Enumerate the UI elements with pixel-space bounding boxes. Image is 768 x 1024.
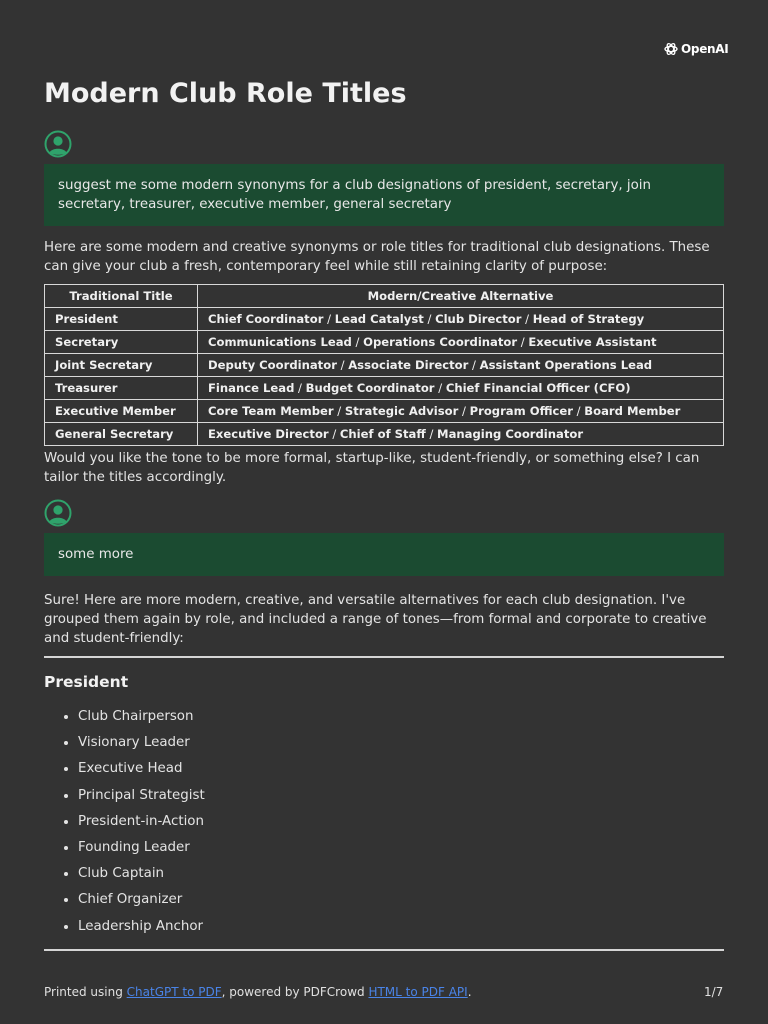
list-item: • Principal Strategist <box>78 786 205 812</box>
alternative-title: Chief Coordinator <box>208 312 324 326</box>
chatgpt-to-pdf-link[interactable]: ChatGPT to PDF <box>126 985 222 999</box>
modern-alternatives-cell <box>198 354 724 377</box>
traditional-title-cell: President <box>45 308 198 331</box>
assistant-intro-1: Here are some modern and creative synonyms or role titles for traditional club designations. These can give your club a fresh, contemporary feel while still retaining clarity of purpose: <box>44 240 710 274</box>
alternative-separator: / <box>333 404 345 418</box>
alternative-title: Core Team Member <box>208 404 334 418</box>
modern-alternatives-cell <box>198 331 724 354</box>
alternative-separator: / <box>425 427 438 441</box>
table-header-row <box>45 285 724 308</box>
alternative-title: Associate Director <box>348 358 469 372</box>
alternative-title: Budget Coordinator <box>305 381 435 395</box>
table-header-modern: Modern/Creative Alternative <box>198 285 724 308</box>
alternative-separator: / <box>323 312 335 326</box>
alternative-separator: / <box>468 358 480 372</box>
user-avatar-icon <box>44 499 72 527</box>
traditional-title-cell: General Secretary <box>45 423 198 446</box>
page-number: 1/7 <box>704 985 724 999</box>
table-header-traditional: Traditional Title <box>45 285 198 308</box>
alternative-separator: / <box>328 427 340 441</box>
table-row <box>45 331 724 354</box>
openai-logo <box>663 41 728 57</box>
alternative-separator: / <box>423 312 436 326</box>
role-titles-table <box>44 284 724 446</box>
alternative-separator: / <box>336 358 349 372</box>
table-row <box>45 423 724 446</box>
modern-alternatives-cell <box>198 308 724 331</box>
alternative-title: Assistant Operations Lead <box>479 358 653 372</box>
alternative-title: Head of Strategy <box>532 312 645 326</box>
alternative-title: Managing Coordinator <box>437 427 584 441</box>
alternative-title: Lead Catalyst <box>334 312 424 326</box>
traditional-title-cell: Secretary <box>45 331 198 354</box>
list-item: • Visionary Leader <box>78 733 205 759</box>
openai-logo-icon <box>663 41 679 57</box>
assistant-outro-1: Would you like the tone to be more formal, startup-like, student-friendly, or something else? I can tailor the titles accordingly. <box>44 451 700 485</box>
alternative-title: Club Director <box>435 312 522 326</box>
table-body <box>45 308 724 446</box>
list-item: • Executive Head <box>78 759 205 785</box>
list-item: • President-in-Action <box>78 812 205 838</box>
modern-alternatives-cell <box>198 377 724 400</box>
alternative-title: Operations Coordinator <box>363 335 518 349</box>
table-row <box>45 354 724 377</box>
assistant-intro-2: Sure! Here are more modern, creative, and versatile alternatives for each club designation. I've grouped them again by role, and included a range of tones—from formal and corporate to creative and student-friendly: <box>44 593 707 646</box>
traditional-title-cell: Joint Secretary <box>45 354 198 377</box>
alternative-title: Board Member <box>584 404 681 418</box>
alternative-title: Strategic Advisor <box>344 404 459 418</box>
alternative-separator: / <box>517 335 529 349</box>
alternative-separator: / <box>434 381 446 395</box>
president-alternatives-list <box>44 707 205 943</box>
table-row <box>45 400 724 423</box>
user-message-2: some more <box>44 533 724 576</box>
alternative-separator: / <box>294 381 306 395</box>
footer-credit <box>44 985 472 999</box>
modern-alternatives-cell <box>198 423 724 446</box>
list-item: • Club Captain <box>78 864 205 890</box>
user-message-1: suggest me some modern synonyms for a club designations of president, secretary, join secretary, treasurer, executive member, general secretary <box>44 164 724 226</box>
table-row <box>45 377 724 400</box>
alternative-title: Executive Director <box>208 427 329 441</box>
list-item: • Chief Organizer <box>78 890 205 916</box>
alternative-separator: / <box>351 335 364 349</box>
footer-printed-using: Printed using <box>44 985 127 999</box>
footer-period: . <box>467 985 472 999</box>
traditional-title-cell: Executive Member <box>45 400 198 423</box>
alternative-title: Communications Lead <box>208 335 352 349</box>
divider <box>44 656 724 658</box>
list-item: • Founding Leader <box>78 838 205 864</box>
page-title: Modern Club Role Titles <box>44 78 407 109</box>
alternative-title: Chief of Staff <box>339 427 426 441</box>
alternative-title: Deputy Coordinator <box>208 358 337 372</box>
table-row <box>45 308 724 331</box>
alternative-separator: / <box>458 404 470 418</box>
divider <box>44 949 724 951</box>
list-item: • Club Chairperson <box>78 707 205 733</box>
alternative-title: Executive Assistant <box>528 335 657 349</box>
openai-logo-text: OpenAI <box>681 42 729 56</box>
modern-alternatives-cell <box>198 400 724 423</box>
section-heading-president: President <box>44 673 129 691</box>
alternative-separator: / <box>521 312 533 326</box>
list-item: • Leadership Anchor <box>78 917 205 943</box>
user-avatar-icon <box>44 130 72 158</box>
alternative-title: Chief Financial Officer (CFO) <box>445 381 631 395</box>
alternative-title: Program Officer <box>469 404 573 418</box>
footer-powered-by: , powered by PDFCrowd <box>221 985 369 999</box>
traditional-title-cell: Treasurer <box>45 377 198 400</box>
alternative-separator: / <box>573 404 585 418</box>
html-to-pdf-api-link[interactable]: HTML to PDF API <box>368 985 468 999</box>
alternative-title: Finance Lead <box>208 381 295 395</box>
